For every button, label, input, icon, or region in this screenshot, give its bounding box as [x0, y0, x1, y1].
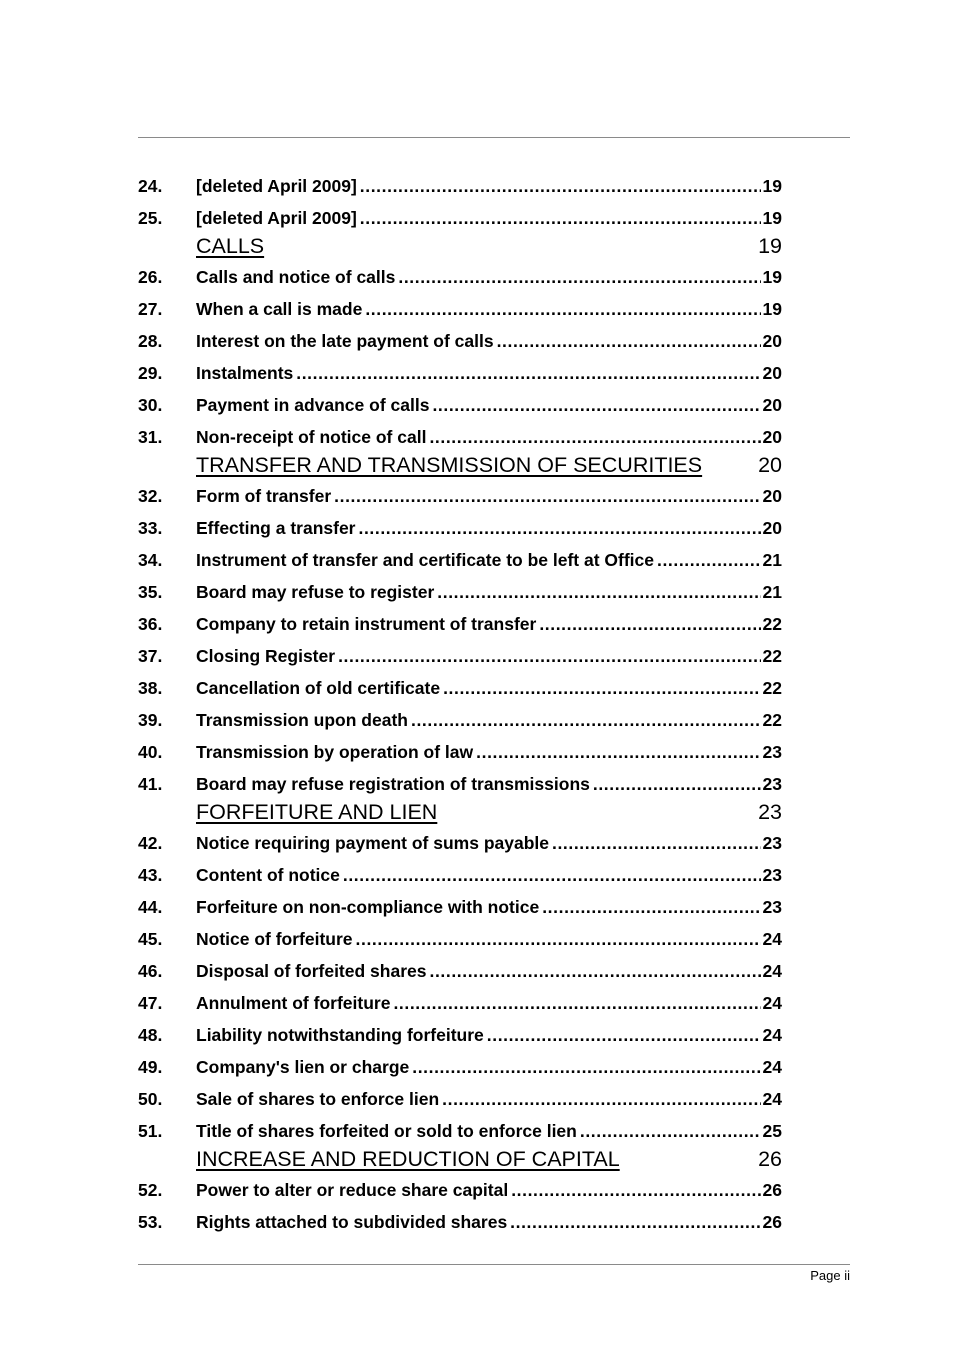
dot-leader	[412, 1057, 760, 1078]
toc-entry-title: Notice requiring payment of sums payable	[196, 833, 549, 853]
toc-entry-page: 22	[762, 614, 782, 634]
toc-section-heading[interactable]	[138, 800, 782, 827]
toc-entry-page: 25	[762, 1121, 782, 1141]
dot-leader	[296, 363, 760, 384]
toc-entry-page: 19	[762, 208, 782, 228]
dot-leader	[338, 646, 760, 667]
toc-entry-number: 33.	[138, 518, 163, 538]
toc-entry-page: 24	[762, 1057, 782, 1077]
toc-entry[interactable]	[138, 859, 782, 891]
toc-entry-title: Board may refuse to register	[196, 582, 435, 602]
toc-section-heading[interactable]	[138, 1147, 782, 1174]
toc-heading-title: TRANSFER AND TRANSMISSION OF SECURITIES	[196, 453, 703, 477]
toc-entry-page: 22	[762, 678, 782, 698]
toc-entry-number: 51.	[138, 1121, 163, 1141]
toc-entry[interactable]	[138, 827, 782, 859]
toc-entry-title: Interest on the late payment of calls	[196, 331, 494, 351]
toc-entry[interactable]	[138, 768, 782, 800]
toc-entry-page: 24	[762, 993, 782, 1013]
toc-entry-title: Non-receipt of notice of call	[196, 427, 427, 447]
toc-entry-page: 20	[762, 395, 782, 415]
toc-entry-page: 20	[762, 486, 782, 506]
dot-leader	[497, 331, 761, 352]
toc-entry-number: 36.	[138, 614, 163, 634]
toc-entry[interactable]	[138, 576, 782, 608]
toc-entry[interactable]	[138, 261, 782, 293]
dot-leader	[437, 582, 760, 603]
toc-entry[interactable]	[138, 608, 782, 640]
dot-leader	[432, 395, 760, 416]
toc-entry-title: Closing Register	[196, 646, 336, 666]
toc-entry[interactable]	[138, 293, 782, 325]
toc-entry-page: 22	[762, 710, 782, 730]
toc-entry[interactable]	[138, 170, 782, 202]
toc-entry[interactable]	[138, 640, 782, 672]
toc-heading-page: 19	[758, 234, 782, 258]
toc-entry-title: Title of shares forfeited or sold to enforce lien	[196, 1121, 577, 1141]
dot-leader	[511, 1180, 760, 1201]
toc-entry-page: 23	[762, 774, 782, 794]
toc-entry[interactable]	[138, 736, 782, 768]
toc-entry[interactable]	[138, 325, 782, 357]
toc-entry-number: 46.	[138, 961, 163, 981]
toc-entry-page: 23	[762, 833, 782, 853]
toc-entry-page: 21	[762, 582, 782, 602]
toc-entry-page: 23	[762, 897, 782, 917]
toc-entry[interactable]	[138, 704, 782, 736]
footer-rule	[138, 1264, 850, 1265]
toc-entry-page: 20	[762, 427, 782, 447]
toc-entry-number: 52.	[138, 1180, 163, 1200]
toc-entry-number: 49.	[138, 1057, 163, 1077]
dot-leader	[365, 299, 760, 320]
toc-entry-page: 19	[762, 299, 782, 319]
toc-entry-number: 50.	[138, 1089, 163, 1109]
toc-entry-title: Notice of forfeiture	[196, 929, 353, 949]
toc-entry-title: Cancellation of old certificate	[196, 678, 441, 698]
toc-entry[interactable]	[138, 480, 782, 512]
dot-leader	[358, 518, 760, 539]
toc-entry-title: Board may refuse registration of transmissions	[196, 774, 590, 794]
toc-entry-number: 37.	[138, 646, 163, 666]
toc-entry-title: Instrument of transfer and certificate to be left at Office	[196, 550, 654, 570]
toc-entry[interactable]	[138, 544, 782, 576]
toc-entry-page: 20	[762, 518, 782, 538]
toc-entry-page: 26	[762, 1212, 782, 1232]
dot-leader	[539, 614, 760, 635]
toc-entry-title: Disposal of forfeited shares	[196, 961, 427, 981]
toc-entry-title: Calls and notice of calls	[196, 267, 396, 287]
toc-entry-title: Effecting a transfer	[196, 518, 356, 538]
toc-entry-number: 41.	[138, 774, 163, 794]
dot-leader	[356, 929, 761, 950]
toc-entry-number: 27.	[138, 299, 163, 319]
toc-heading-title: INCREASE AND REDUCTION OF CAPITAL	[196, 1147, 620, 1171]
toc-entry-title: Liability notwithstanding forfeiture	[196, 1025, 484, 1045]
toc-entry[interactable]	[138, 357, 782, 389]
toc-entry-number: 31.	[138, 427, 163, 447]
toc-entry-page: 19	[762, 176, 782, 196]
dot-leader	[343, 865, 761, 886]
dot-leader	[580, 1121, 761, 1142]
toc-entry-number: 48.	[138, 1025, 163, 1045]
toc-entry-page: 20	[762, 363, 782, 383]
toc-entry-number: 24.	[138, 176, 163, 196]
dot-leader	[360, 176, 761, 197]
dot-leader	[593, 774, 761, 795]
toc-entry[interactable]	[138, 987, 782, 1019]
toc-entry-page: 19	[762, 267, 782, 287]
toc-entry-title: Annulment of forfeiture	[196, 993, 391, 1013]
dot-leader	[542, 897, 760, 918]
toc-entry[interactable]	[138, 1019, 782, 1051]
toc-entry-page: 22	[762, 646, 782, 666]
toc-heading-page: 20	[758, 453, 782, 477]
toc-entry-page: 24	[762, 961, 782, 981]
toc-entry[interactable]	[138, 1115, 782, 1147]
toc-entry[interactable]	[138, 421, 782, 453]
toc-entry-title: Power to alter or reduce share capital	[196, 1180, 509, 1200]
toc-entry-title: Rights attached to subdivided shares	[196, 1212, 508, 1232]
toc-entry[interactable]	[138, 512, 782, 544]
toc-entry-number: 29.	[138, 363, 163, 383]
toc-entry-page: 24	[762, 1089, 782, 1109]
toc-entry-page: 21	[762, 550, 782, 570]
toc-entry-title: Form of transfer	[196, 486, 332, 506]
toc-entry[interactable]	[138, 955, 782, 987]
toc-entry[interactable]	[138, 1051, 782, 1083]
dot-leader	[429, 961, 760, 982]
toc-entry[interactable]	[138, 1174, 782, 1206]
toc-entry[interactable]	[138, 1206, 782, 1238]
toc-entry-title: Instalments	[196, 363, 294, 383]
toc-entry-number: 43.	[138, 865, 163, 885]
toc-entry-title: Content of notice	[196, 865, 340, 885]
toc-section-heading[interactable]	[138, 234, 782, 261]
toc-entry-number: 28.	[138, 331, 163, 351]
toc-entry-number: 30.	[138, 395, 163, 415]
toc-entry-title: [deleted April 2009]	[196, 176, 357, 196]
toc-entry-title: [deleted April 2009]	[196, 208, 357, 228]
toc-entry[interactable]	[138, 672, 782, 704]
toc-heading-page: 26	[758, 1147, 782, 1171]
toc-section-heading[interactable]	[138, 453, 782, 480]
toc-entry-title: Forfeiture on non-compliance with notice	[196, 897, 540, 917]
toc-entry-number: 39.	[138, 710, 163, 730]
dot-leader	[443, 678, 760, 699]
page-number: Page ii	[810, 1268, 850, 1283]
dot-leader	[657, 550, 761, 571]
dot-leader	[334, 486, 760, 507]
toc-entry[interactable]	[138, 389, 782, 421]
toc-heading-title: CALLS	[196, 234, 265, 258]
dot-leader	[476, 742, 760, 763]
toc-entry[interactable]	[138, 891, 782, 923]
toc-entry-number: 44.	[138, 897, 163, 917]
dot-leader	[510, 1212, 760, 1233]
dot-leader	[487, 1025, 761, 1046]
toc-entry-number: 26.	[138, 267, 163, 287]
toc-entry-number: 47.	[138, 993, 163, 1013]
toc-entry[interactable]	[138, 1083, 782, 1115]
toc-entry-title: Sale of shares to enforce lien	[196, 1089, 440, 1109]
toc-entry-number: 53.	[138, 1212, 163, 1232]
toc-entry-title: Company's lien or charge	[196, 1057, 410, 1077]
dot-leader	[398, 267, 760, 288]
toc-entry-title: Transmission by operation of law	[196, 742, 474, 762]
dot-leader	[411, 710, 761, 731]
toc-entry-title: Payment in advance of calls	[196, 395, 430, 415]
toc-entry-number: 25.	[138, 208, 163, 228]
toc-entry-number: 38.	[138, 678, 163, 698]
toc-entry-number: 40.	[138, 742, 163, 762]
toc-entry-page: 24	[762, 929, 782, 949]
toc-entry[interactable]	[138, 923, 782, 955]
toc-entry-number: 34.	[138, 550, 163, 570]
toc-entry-page: 26	[762, 1180, 782, 1200]
toc-entry-number: 35.	[138, 582, 163, 602]
toc-entry-page: 23	[762, 742, 782, 762]
toc-entry-page: 20	[762, 331, 782, 351]
toc-entry-number: 45.	[138, 929, 163, 949]
dot-leader	[429, 427, 760, 448]
toc-heading-title: FORFEITURE AND LIEN	[196, 800, 438, 824]
toc-entry-page: 24	[762, 1025, 782, 1045]
dot-leader	[393, 993, 760, 1014]
toc-entry-title: When a call is made	[196, 299, 363, 319]
toc-entry-title: Transmission upon death	[196, 710, 408, 730]
toc-entry-title: Company to retain instrument of transfer	[196, 614, 537, 634]
toc-entry[interactable]	[138, 202, 782, 234]
table-of-contents	[138, 170, 782, 1238]
toc-entry-number: 42.	[138, 833, 163, 853]
dot-leader	[442, 1089, 760, 1110]
toc-heading-page: 23	[758, 800, 782, 824]
toc-entry-page: 23	[762, 865, 782, 885]
dot-leader	[552, 833, 761, 854]
header-rule	[138, 137, 850, 138]
toc-entry-number: 32.	[138, 486, 163, 506]
dot-leader	[360, 208, 761, 229]
